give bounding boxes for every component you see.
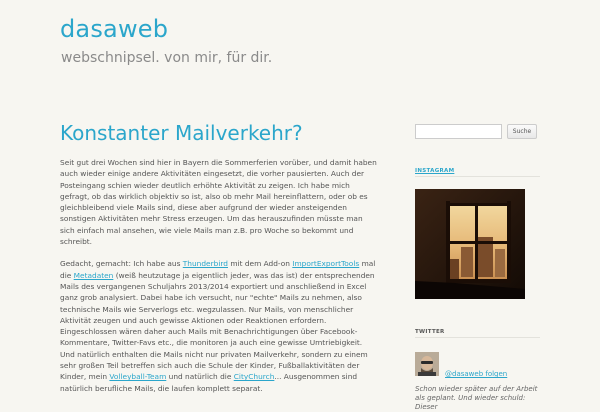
avatar[interactable] (415, 352, 439, 376)
link-importexporttools[interactable]: ImportExportTools (292, 259, 360, 269)
post-content (60, 157, 378, 405)
instagram-photo[interactable] (415, 189, 525, 299)
site-description: webschnipsel. von mir, für dir. (61, 50, 273, 66)
link-volleyball-team[interactable]: Volleyball-Team (109, 372, 167, 382)
search-input[interactable] (415, 124, 502, 139)
post-title[interactable]: Konstanter Mailverkehr? (60, 121, 303, 145)
instagram-divider (415, 176, 540, 177)
avatar-image (415, 352, 439, 376)
site-title[interactable]: dasaweb (60, 15, 169, 43)
instagram-photo-image (415, 189, 525, 299)
twitter-follow-link[interactable]: @dasaweb folgen (445, 370, 508, 378)
link-thunderbird[interactable]: Thunderbird (182, 259, 228, 269)
post-text: Gedacht, gemacht: Ich habe aus (60, 259, 183, 269)
post-text: und natürlich die (166, 372, 234, 382)
post-text: mal die (60, 259, 376, 280)
post-paragraph-1: Seit gut drei Wochen sind hier in Bayern die Sommerferien vorüber, und damit haben auch wieder einige andere Aktivitäten eingesetzt, die vorher pausierten. Auch der Posteingang schien wieder deutlich erhöhte Aktivität zu zeigen. Ich habe mich gefragt, ob das wirklich objektiv so ist, also ob mehr Mail hereinflattern, oder ob es gleichbleibend viele Mails sind, diese aber aufgrund der wieder ansteigenden sonstigen Aktivitäten mehr Stress erzeugen. Um das herauszufinden müsste man sich einfach mal ansehen, wie viele Mails man z.B. pro Woche so bekommt und schreibt. (60, 158, 377, 247)
search-button[interactable]: Suche (507, 124, 537, 139)
twitter-widget-title: TWITTER (415, 329, 445, 335)
instagram-widget-title[interactable]: INSTAGRAM (415, 168, 455, 174)
sidebar (415, 124, 540, 139)
link-citychurch[interactable]: CityChurch (233, 372, 275, 382)
link-metadaten[interactable]: Metadaten (73, 270, 114, 280)
post-text: (weiß heutzutage ja eigentlich jeder, was das ist) der entsprechenden Mails des vergangenen Schuljahrs 2013/2014 exportiert und anschließend in Excel ganz grob analysiert. Dabei habe ich versucht, nur "echte" Mails zu nehmen, also technische Mails wie Serverlogs etc. wegzulassen. Nur Mails, von menschlicher Aktivität zeugen und auch gewisse Aktionen oder Reaktionen erfordern. Eingeschlossen wären daher auch Mails mit Benachrichtigungen über Facebook-Kommentare, Twitter-Favs etc., die monitoren ja auch eine gewisse Umtriebigkeit. Und natürlich enthalten die Mails nicht nur privaten Mailverkehr, sondern zu einem sehr großen Teil betreffen sich auch die Schule der Kinder, Fußballaktivitäten der Kinder, mein (60, 270, 375, 382)
tweet-text: Schon wieder später auf der Arbeit als geplant. Und wieder schuld: Dieser (415, 385, 538, 411)
post-text: ... Ausgenommen sind natürlich berufliche Mails, die laufen komplett separat. (60, 372, 358, 393)
post-text: mit dem Add-on (227, 259, 293, 269)
twitter-divider (415, 337, 540, 338)
search-form (415, 124, 540, 139)
post-paragraph-2 (60, 258, 378, 394)
